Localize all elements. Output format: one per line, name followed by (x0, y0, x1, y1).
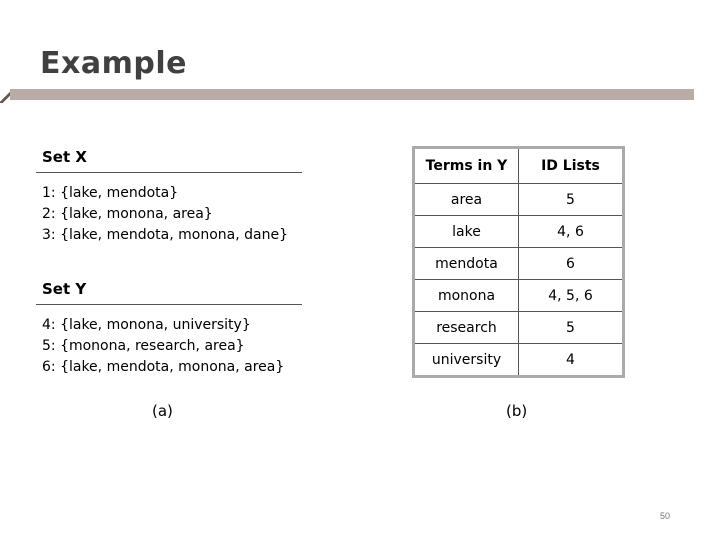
set-x-block (36, 148, 302, 246)
table-row (414, 184, 624, 216)
id-list-cell: 5 (519, 312, 624, 344)
table-row (414, 248, 624, 280)
set-y-line: 6: {lake, mendota, monona, area} (42, 359, 285, 375)
table-row (414, 216, 624, 248)
set-x-line: 2: {lake, monona, area} (42, 206, 213, 222)
caption-a: (a) (152, 402, 173, 420)
set-x-heading: Set X (36, 148, 302, 173)
table-row (414, 312, 624, 344)
set-y-heading: Set Y (36, 280, 302, 305)
set-x-line: 1: {lake, mendota} (42, 185, 179, 201)
term-cell: mendota (414, 248, 519, 280)
id-list-cell: 4 (519, 344, 624, 377)
term-cell: area (414, 184, 519, 216)
column-header-terms: Terms in Y (414, 148, 519, 184)
id-list-cell: 6 (519, 248, 624, 280)
set-y-line: 4: {lake, monona, university} (42, 317, 251, 333)
term-cell: lake (414, 216, 519, 248)
set-x-line: 3: {lake, mendota, monona, dane} (42, 227, 288, 243)
inverted-index-table (412, 146, 625, 378)
term-cell: monona (414, 280, 519, 312)
title-divider-bar (10, 89, 694, 100)
term-cell: university (414, 344, 519, 377)
column-header-id-lists: ID Lists (519, 148, 624, 184)
page-number: 50 (660, 511, 671, 521)
term-cell: research (414, 312, 519, 344)
id-list-cell: 4, 5, 6 (519, 280, 624, 312)
set-x-lines (36, 173, 302, 246)
caption-b: (b) (506, 402, 528, 420)
set-y-line: 5: {monona, research, area} (42, 338, 245, 354)
id-list-cell: 5 (519, 184, 624, 216)
set-y-lines (36, 305, 302, 378)
id-list-cell: 4, 6 (519, 216, 624, 248)
table-row (414, 344, 624, 377)
table-row (414, 280, 624, 312)
table-header-row (414, 148, 624, 184)
set-y-block (36, 280, 302, 378)
slide-title: Example (40, 46, 187, 81)
